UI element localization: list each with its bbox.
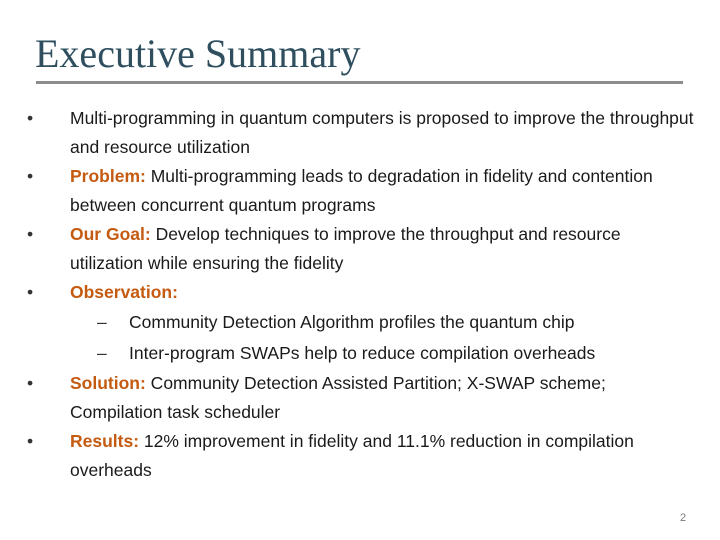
title-underline — [36, 81, 683, 84]
sub-bullet-marker: – — [97, 312, 107, 332]
slide-title: Executive Summary — [35, 31, 361, 76]
sub-bullet-text: Inter-program SWAPs help to reduce compilation overheads — [129, 343, 596, 363]
bullet-item — [27, 104, 697, 162]
bullet-marker: • — [27, 373, 34, 393]
bullet-marker: • — [27, 166, 34, 186]
bullet-marker: • — [27, 431, 34, 451]
bullet-text: 12% improvement in fidelity and 11.1% reduction in compilation overheads — [70, 431, 634, 480]
bullet-label: Problem: — [70, 166, 146, 186]
sub-bullet-text: Community Detection Algorithm profiles the quantum chip — [129, 312, 575, 332]
sub-bullet-marker: – — [97, 343, 107, 363]
bullet-label: Our Goal: — [70, 224, 151, 244]
bullet-marker: • — [27, 108, 34, 128]
bullet-item — [27, 427, 697, 485]
bullet-text: Develop techniques to improve the throughput and resource utilization while ensuring the fidelity — [70, 224, 621, 273]
bullet-label: Solution: — [70, 373, 146, 393]
sub-bullet-item — [27, 338, 697, 369]
page-number: 2 — [680, 512, 687, 524]
bullet-text: Multi-programming leads to degradation in fidelity and contention between concurrent quantum programs — [70, 166, 653, 215]
bullet-marker: • — [27, 282, 34, 302]
bullet-item — [27, 220, 697, 278]
bullet-item — [27, 162, 697, 220]
bullet-label: Results: — [70, 431, 140, 451]
bullet-text: Community Detection Assisted Partition; X-SWAP scheme; Compilation task scheduler — [70, 373, 606, 422]
bullet-marker: • — [27, 224, 34, 244]
sub-bullet-item — [27, 307, 697, 338]
bullet-label: Observation: — [70, 282, 178, 302]
bullet-item — [27, 369, 697, 427]
bullet-text: Multi-programming in quantum computers is proposed to improve the throughput and resource utilization — [70, 108, 694, 157]
bullet-list — [27, 104, 697, 485]
bullet-item — [27, 278, 697, 307]
